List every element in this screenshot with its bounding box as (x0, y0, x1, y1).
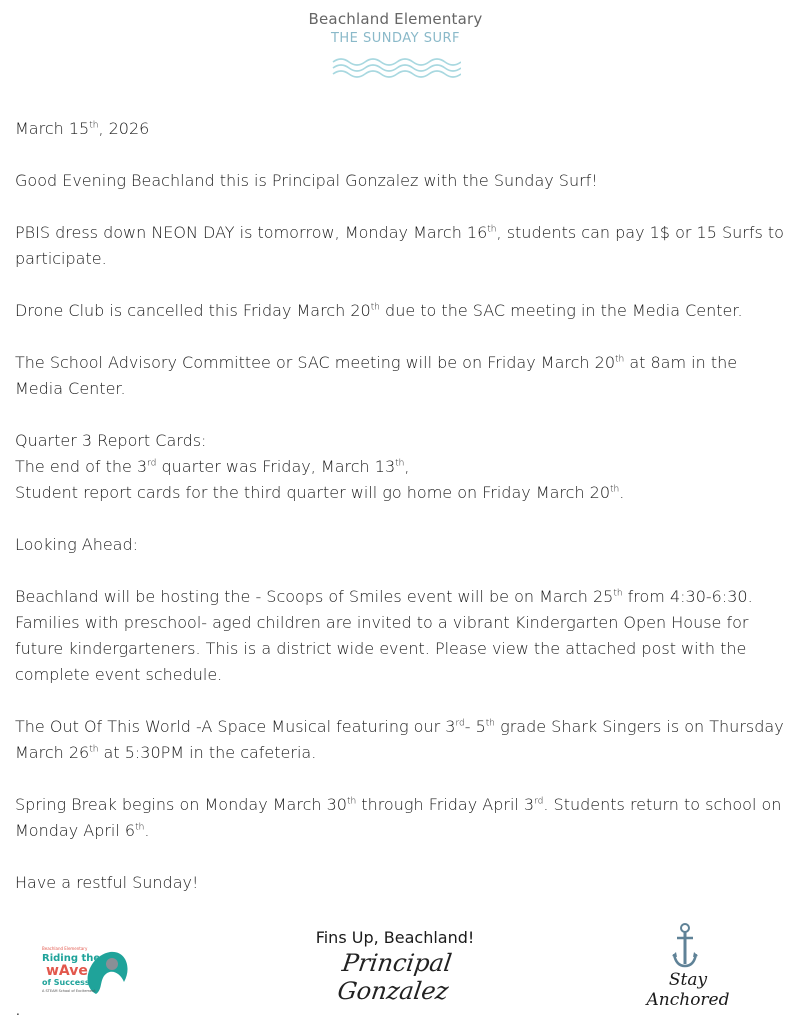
report-cards-title: Quarter 3 Report Cards: (15, 431, 207, 450)
looking-ahead-heading: Looking Ahead: (15, 535, 139, 554)
newsletter-header (0, 10, 791, 78)
closing-line: Have a restful Sunday! (15, 873, 199, 892)
spring-break-announcement: Spring Break begins on Monday March 30th through Friday April 3rd. Students return to school on Monday April 6th. (15, 795, 782, 840)
logo-success-text: of Success (42, 978, 90, 987)
logo-tagline-text: A STEAM School of Excitement (42, 989, 96, 993)
report-cards-section: Quarter 3 Report Cards: The end of the 3rd quarter was Friday, March 13th, Student report cards for the third quarter will go home on Friday March 20th. (15, 431, 625, 502)
greeting: Good Evening Beachland this is Principal Gonzalez with the Sunday Surf! (15, 171, 598, 190)
sac-announcement: The School Advisory Committee or SAC meeting will be on Friday March 20th at 8am in the Media Center. (15, 353, 738, 398)
wave-divider-icon (331, 56, 461, 78)
stay-anchored-text: Stay Anchored (646, 970, 730, 1010)
drone-club-announcement: Drone Club is cancelled this Friday March 20th due to the SAC meeting in the Media Center. (15, 301, 743, 320)
newsletter-title: THE SUNDAY SURF (330, 31, 461, 46)
school-name: Beachland Elementary (308, 10, 483, 28)
anchor-icon (672, 922, 698, 970)
logo-school-text: Beachland Elementary (42, 946, 88, 951)
logo-riding-text: Riding the (42, 953, 101, 964)
fins-up-text: Fins Up, Beachland! (315, 928, 475, 947)
scoops-announcement: Beachland will be hosting the - Scoops of Smiles event will be on March 25th from 4:30-6:30. Families with preschool- aged children are invited to a vibrant Kindergarten Open House for future kindergarteners. This is a district wide event. Please view the attached post with the complete event schedule. (15, 587, 753, 684)
musical-announcement: The Out Of This World -A Space Musical featuring our 3rd- 5th grade Shark Singers is on Thursday March 26th at 5:30PM in the cafeteria. (15, 717, 784, 762)
letter-body (15, 116, 785, 922)
pbis-announcement: PBIS dress down NEON DAY is tomorrow, Monday March 16th, students can pay 1$ or 15 Surfs to participate. (15, 223, 784, 268)
letter-date: March 15th, 2026 (15, 119, 150, 138)
logo-wave-text: wAve (46, 963, 88, 979)
principal-signature: Principal Gonzalez (335, 949, 454, 1005)
riding-the-wave-logo (40, 942, 132, 1000)
signoff-block (295, 928, 495, 1005)
trailing-dot: . (16, 1004, 20, 1018)
